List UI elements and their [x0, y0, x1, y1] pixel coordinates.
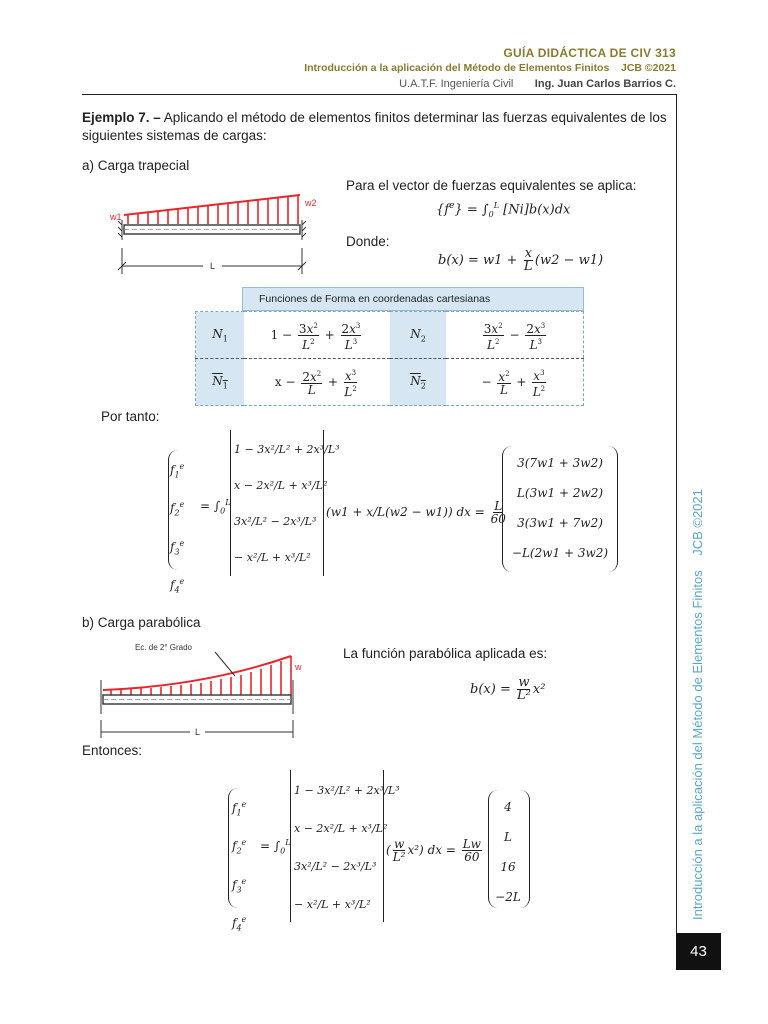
n2-expression: $\frac{3x^2}{L^2}$ − $\frac{2x^3}{L^3}$ [483, 321, 546, 352]
equivalent-forces-intro: Para el vector de fuerzas equivalentes se aplica: [346, 178, 637, 193]
example-text: Aplicando el método de elementos finitos determinar las fuerzas equivalentes de los siguientes sistemas de cargas: [82, 110, 667, 143]
therefore-label: Por tanto: [101, 409, 160, 424]
table-row [196, 359, 584, 406]
part-b-heading: b) Carga parabólica [82, 615, 201, 630]
trapezoidal-load-diagram [100, 190, 325, 275]
author: Ing. Juan Carlos Barrios C. [534, 78, 676, 90]
table-row [196, 312, 584, 359]
length-label-b: L [195, 727, 201, 737]
n1-bar-cell: $N_1$ [196, 359, 245, 406]
where-label: Donde: [346, 234, 390, 249]
shape-function-table [195, 311, 584, 406]
w2-label: w2 [305, 198, 317, 208]
n2-cell: $N_2$ [390, 312, 446, 359]
n1-expression: 1 − $\frac{3x^2}{L^2}$ + $\frac{2x^3}{L^3}$ [270, 321, 361, 352]
n2-bar-cell: $N_2$ [390, 359, 446, 406]
part-a-heading: a) Carga trapecial [82, 158, 190, 173]
then-label: Entonces: [82, 743, 143, 758]
w-label: w [295, 662, 302, 672]
equivalent-force-formula: $\{f^e\} = \int_0^L$ [Ni]b(x)dx [436, 201, 571, 219]
parabolic-result-equation: $f_1^e$ $f_2^e$ $f_3^e$ $f_4^e$ = $\int_0^L$ 1 − 3x²/L² + 2x³/L³ x − 2x²/L + x³/L² 3x²/L² − 2x³/L³ − x²/L + x³/L² ( $\frac{w}{\text{L²}}$ x²) dx = $\frac{Lw}{60}$ 4 L 16 −2L [226, 768, 536, 928]
example-label: Ejemplo 7. – [82, 110, 161, 125]
example-statement [82, 109, 672, 145]
sidebar-vertical-text: Introducción a la aplicación del Método de Elementos Finitos JCB ©2021 [690, 489, 705, 920]
sidebar-rule [676, 94, 677, 939]
parabola-annotation: Ec. de 2° Grado [135, 643, 193, 652]
header-rule [82, 94, 676, 95]
trapezoidal-result-equation: $f_1^e$ $f_2^e$ $f_3^e$ $f_4^e$ = $\int_0^L$ 1 − 3x²/L² + 2x³/L³ x − 2x²/L + x³/L² 3x²/L² − 2x³/L³ − x²/L + x³/L² (w1 + x/L(w2 − w1)) dx = $\frac{L}{60}$ 3(7w1 + 3w2) L(3w1 + 2w2) 3(3w1 + 7w2) −L(2w1 + 3w2) [162, 428, 622, 576]
load-function-formula: b(x) = w1 + $\frac{x}{L}$ (w2 − w1) [438, 246, 604, 274]
guide-credits [399, 78, 676, 90]
guide-title: GUÍA DIDÁCTICA DE CIV 313 [503, 46, 676, 60]
n1-cell: $N_1$ [196, 312, 245, 359]
parabolic-load-formula: b(x) = $\frac{w}{\text{L²}}$ x² [470, 675, 546, 703]
length-label: L [210, 261, 216, 271]
shape-function-table-header: Funciones de Forma en coordenadas cartesianas [242, 287, 584, 311]
page-number: 43 [676, 933, 721, 970]
n2-bar-expression: − $\frac{x^2}{L}$ + $\frac{x^3}{L^2}$ [481, 368, 546, 399]
parabolic-intro: La función parabólica aplicada es: [343, 646, 548, 661]
guide-subtitle: Introducción a la aplicación del Método de Elementos Finitos JCB ©2021 [304, 62, 676, 74]
n1-bar-expression: x − $\frac{2x^2}{L}$ + $\frac{x^3}{L^2}$ [274, 368, 357, 399]
w1-label: w1 [110, 212, 122, 222]
institution: U.A.T.F. Ingeniería Civil [399, 78, 514, 90]
parabolic-load-diagram [95, 638, 315, 738]
